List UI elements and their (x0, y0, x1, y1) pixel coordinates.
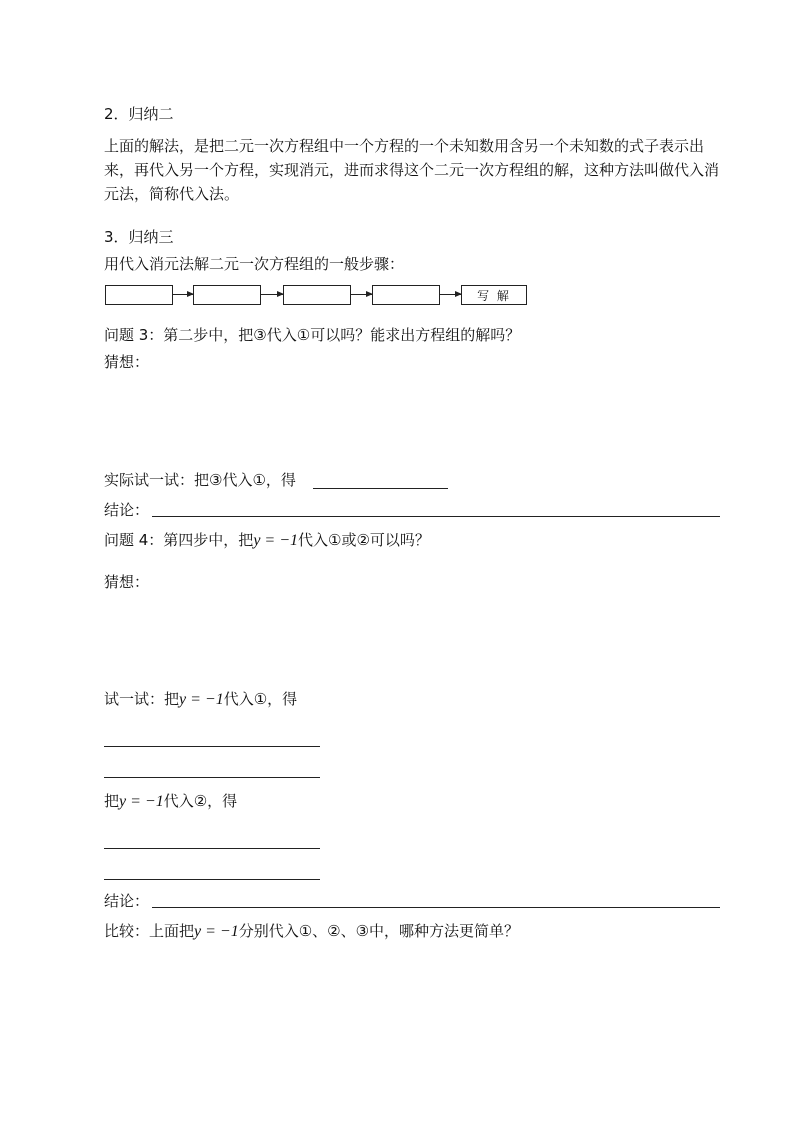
try2-answer-line-2[interactable] (104, 879, 320, 880)
question3-conclusion-label: 结论： (104, 501, 150, 519)
try1-text (104, 689, 297, 710)
step-box-final (461, 285, 527, 305)
flow-arrow-2 (261, 294, 283, 295)
try2-text (104, 791, 237, 812)
question4-guess-label: 猜想： (104, 573, 150, 591)
try-answer-line[interactable] (313, 488, 448, 489)
final-step-label: 写 解 (477, 288, 511, 303)
question3-guess-label: 猜想： (104, 353, 150, 371)
try1-answer-line-2[interactable] (104, 777, 320, 778)
question4-math: y = −1 (253, 532, 299, 549)
flow-arrow-3 (351, 294, 372, 295)
try1-prefix: 试一试：把 (104, 690, 180, 708)
induction2-paragraph: 上面的解法，是把二元一次方程组中一个方程的一个未知数用含另一个未知数的式子表示出来，再代入另一个方程，实现消元，进而求得这个二元一次方程组的解，这种方法叫做代入消元法，简称代入法。 (104, 137, 720, 203)
try1-math: y = −1 (179, 691, 224, 708)
induction3-intro: 用代入消元法解二元一次方程组的一般步骤： (104, 255, 405, 273)
try2-answer-line-1[interactable] (104, 848, 320, 849)
compare-math: y = −1 (194, 923, 239, 940)
induction2-heading: 2．归纳二 (104, 105, 174, 123)
conclusion-line-1[interactable] (152, 516, 720, 517)
step-box-2[interactable] (193, 285, 261, 305)
try2-suffix: 代入②，得 (163, 792, 238, 810)
question4-text (104, 530, 430, 551)
step-box-3[interactable] (283, 285, 351, 305)
compare-prefix: 比较：上面把 (104, 922, 195, 940)
compare-suffix: 分别代入①、②、③中，哪种方法更简单？ (238, 922, 520, 940)
try2-math: y = −1 (119, 793, 164, 810)
induction3-heading: 3．归纳三 (104, 228, 174, 246)
question4-prefix: 问题 4：第四步中，把 (104, 531, 254, 549)
flow-arrow-4 (440, 294, 461, 295)
question3-text: 问题 3：第二步中，把③代入①可以吗？能求出方程组的解吗？ (104, 326, 521, 344)
conclusion2-label: 结论： (104, 892, 150, 910)
conclusion-line-2[interactable] (152, 907, 720, 908)
try1-suffix: 代入①，得 (223, 690, 298, 708)
compare-text (104, 921, 519, 942)
try2-prefix: 把 (104, 792, 120, 810)
question4-suffix: 代入①或②可以吗？ (298, 531, 430, 549)
try1-answer-line-1[interactable] (104, 746, 320, 747)
step-box-4[interactable] (372, 285, 440, 305)
flow-arrow-1 (173, 294, 193, 295)
step-box-1[interactable] (105, 285, 173, 305)
question3-try-label: 实际试一试：把③代入①，得 (104, 471, 296, 489)
